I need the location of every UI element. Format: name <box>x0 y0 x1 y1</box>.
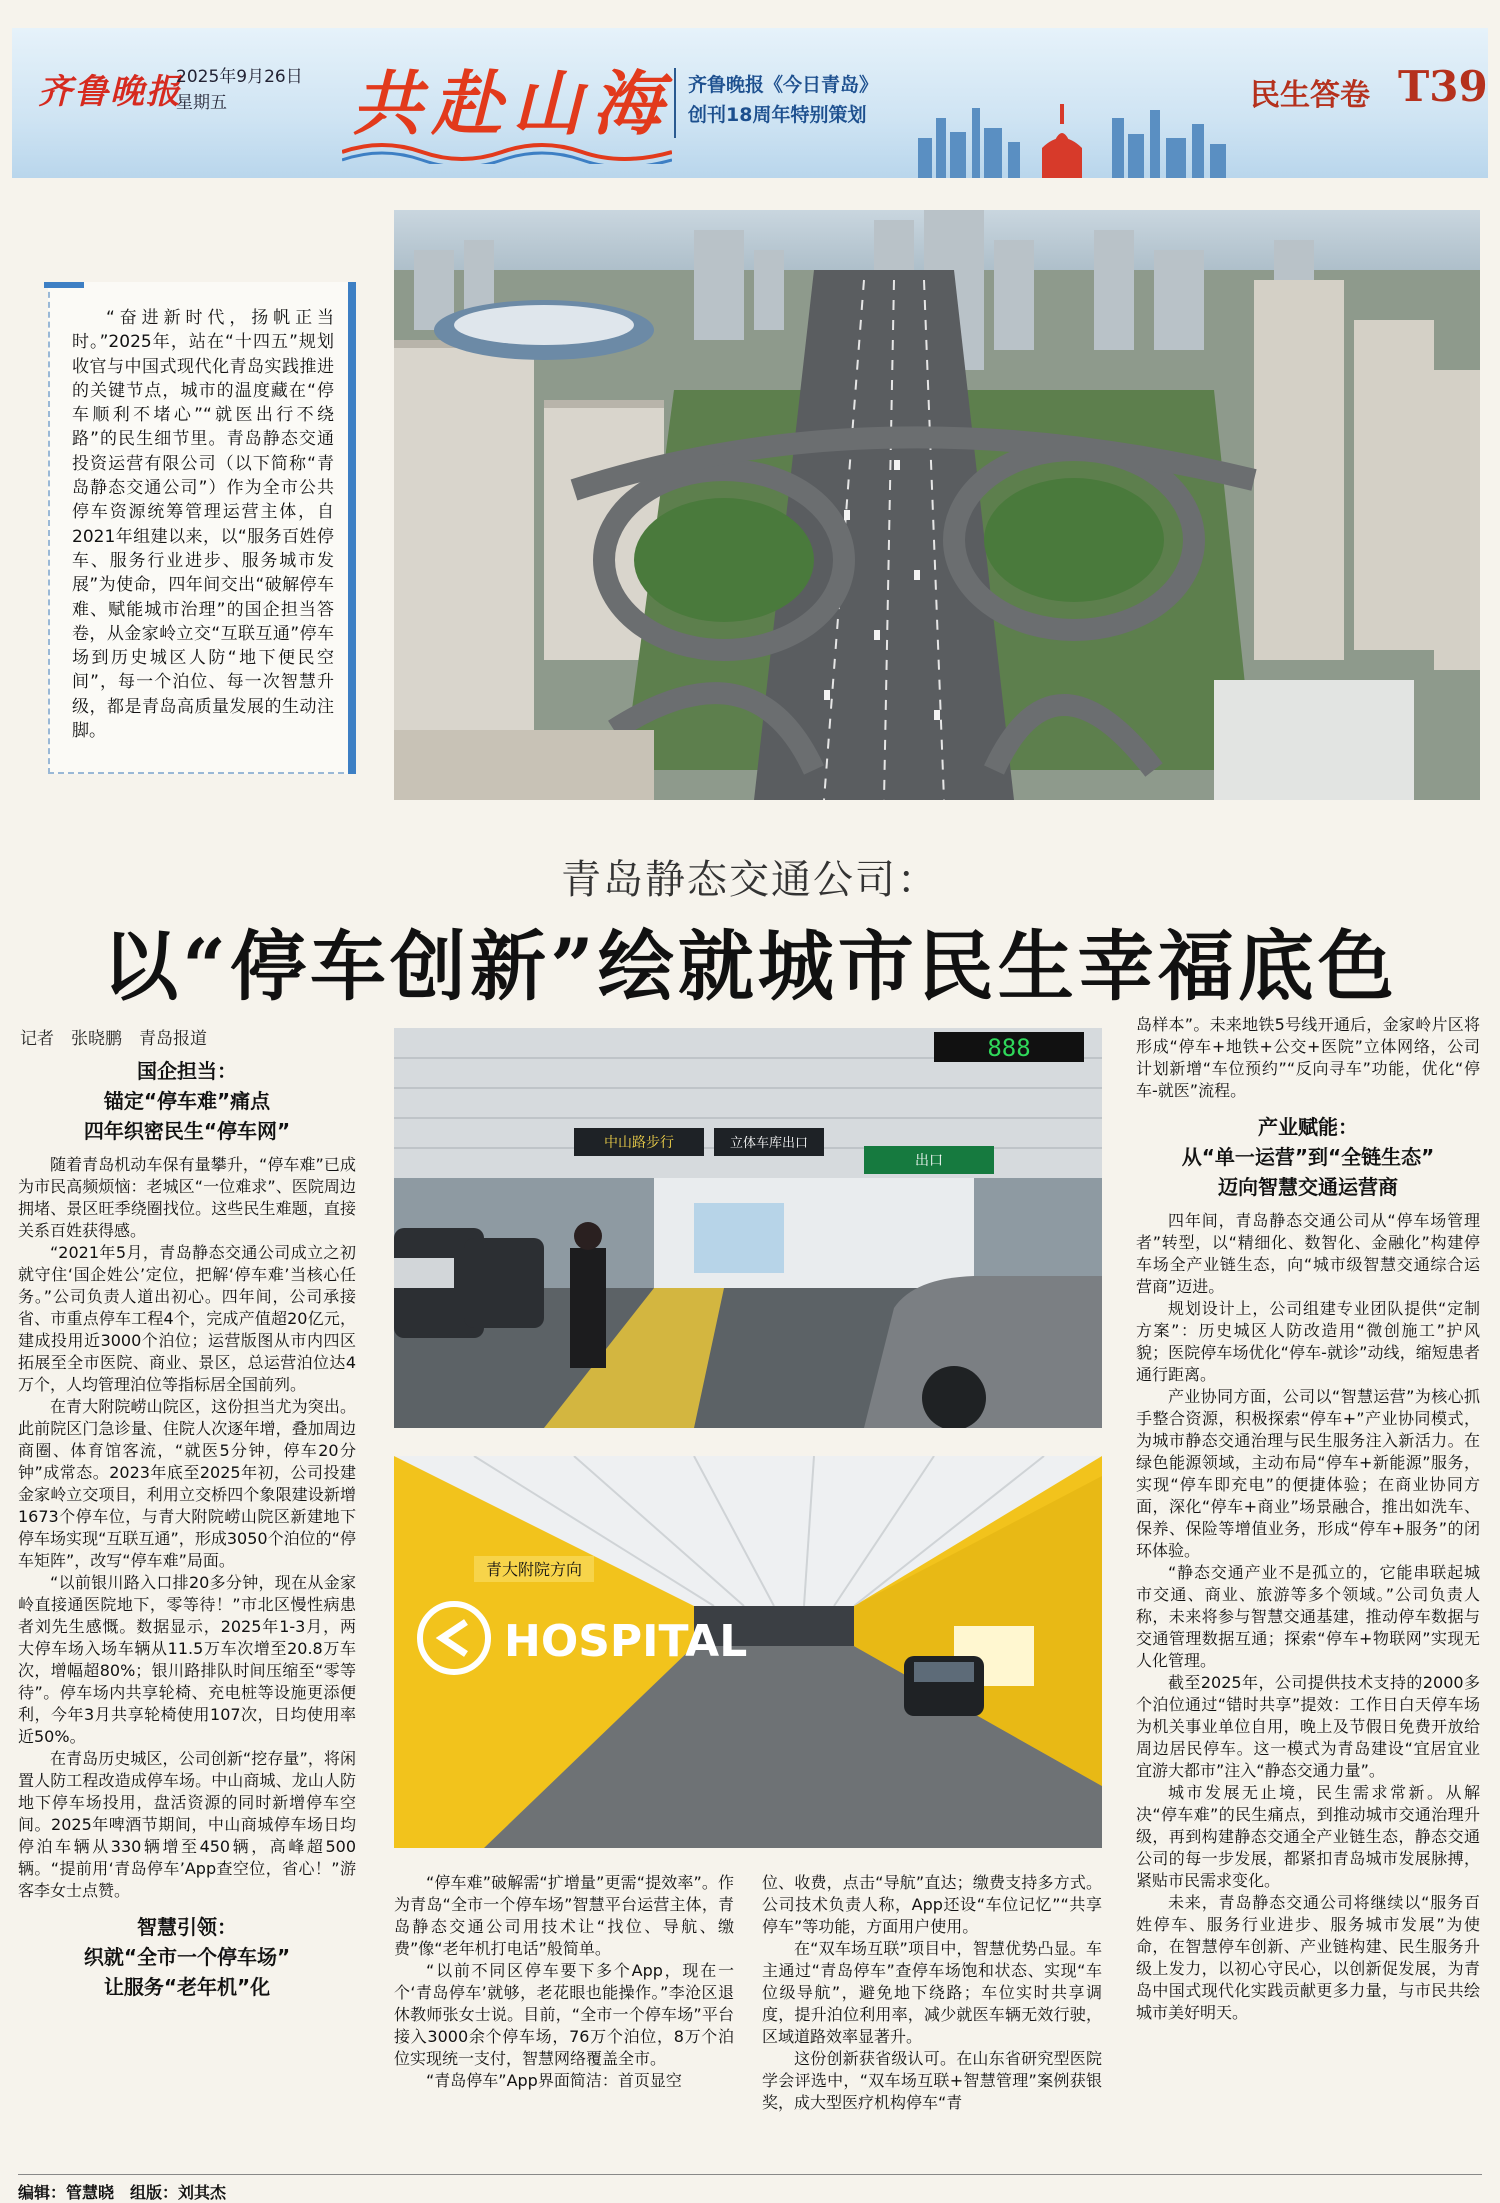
section-heading-1-line2: 锚定“停车难”痛点 <box>103 1089 271 1113</box>
garage-illustration <box>394 1028 1102 1428</box>
section-heading-2-line3: 让服务“老年机”化 <box>103 1975 271 1999</box>
intro-paragraph: “奋进新时代，扬帆正当时。”2025年，站在“十四五”规划收官与中国式现代化青岛实践推进的关键节点，城市的温度藏在“停车顺利不堵心”“就医出行不绕路”的民生细节里。青岛静态交通投资运营有限公司（以下简称“青岛静态交通公司”）作为全市公共停车资源统筹管理运营主体，自2021年组建以来，以“服务百姓停车、服务行业进步、服务城市发展”为使命，四年间交出“破解停车难、赋能城市治理”的国企担当答卷，从金家岭立交“互联互通”停车场到历史城区人防“地下便民空间”，每一个泊位、每一次智慧升级，都是青岛高质量发展的生动注脚。 <box>72 308 334 742</box>
corridor-illustration <box>394 1456 1102 1848</box>
wave-decoration-icon <box>342 138 672 164</box>
article-title: 以“停车创新”绘就城市民生幸福底色 <box>102 922 1398 1011</box>
column-4 <box>1136 1014 1480 2174</box>
paragraph: “以前银川路入口排20多分钟，现在从金家岭直接通医院地下，零等待！”市北区慢性病患者刘先生感慨。数据显示，2025年1-3月，两大停车场入场车辆从11.5万车次增至20.8万车次，增幅超80%；银川路排队时间压缩至“零等待”。停车场内共享轮椅、充电桩等设施更添便利，今年3月共享轮椅使用107次，日均使用率近50%。 <box>18 1573 356 1746</box>
section-heading-2 <box>18 1912 356 2002</box>
paragraph: 这份创新获省级认可。在山东省研究型医院学会评选中，“双车场互联+智慧管理”案例获银奖，成大型医疗机构停车“青 <box>762 2049 1102 2112</box>
byline: 记者 张晓鹏 青岛报道 <box>20 1029 207 1049</box>
hospital-sign-cn: 青大附院方向 <box>485 1560 583 1579</box>
paragraph: “以前不同区停车要下多个App，现在一个‘青岛停车’就够，老花眼也能操作。”李沧区退休教师张女士说。目前，“全市一个停车场”平台接入3000余个停车场，76万个泊位，8万个泊位实现统一支付，智慧网络覆盖全市。 <box>394 1961 734 2068</box>
masthead-divider <box>674 68 676 138</box>
sign-text-c: 出口 <box>915 1153 943 1169</box>
column-1 <box>18 1052 356 2172</box>
parking-garage-photo <box>394 1028 1102 1428</box>
section-heading-3-line1: 产业赋能： <box>1258 1115 1358 1139</box>
column-2 <box>394 1872 734 2172</box>
paragraph: 四年间，青岛静态交通公司从“停车场管理者”转型，以“精细化、数智化、金融化”构建停车场全产业链生态，向“城市级智慧交通综合运营商”迈进。 <box>1136 1211 1480 1296</box>
masthead <box>12 28 1488 178</box>
paragraph: “青岛停车”App界面简洁：首页显空 <box>426 2071 682 2090</box>
section-heading-3-line3: 迈向智慧交通运营商 <box>1218 1175 1398 1199</box>
aerial-interchange-illustration <box>394 210 1480 800</box>
city-skyline-icon <box>912 88 1252 178</box>
special-edition-brand: 共赴山海 <box>352 62 672 145</box>
edition-subtitle <box>688 70 878 130</box>
paragraph: 岛样本”。未来地铁5号线开通后，金家岭片区将形成“停车+地铁+公交+医院”立体网络，公司计划新增“车位预约”“反向寻车”功能，优化“停车-就医”流程。 <box>1136 1015 1480 1100</box>
section-heading-1-line1: 国企担当： <box>137 1059 237 1083</box>
paragraph: 随着青岛机动车保有量攀升，“停车难”已成为市民高频烦恼：老城区“一位难求”、医院周边拥堵、景区旺季绕圈找位。这些民生难题，直接关系百姓获得感。 <box>18 1155 356 1240</box>
page-number: T39 <box>1398 62 1488 111</box>
sign-text-b: 立体车库出口 <box>729 1136 809 1151</box>
paragraph: 未来，青岛静态交通公司将继续以“服务百姓停车、服务行业进步、服务城市发展”为使命，在智慧停车创新、产业链构建、民生服务升级上发力，以初心守民心，以创新促发展，为青岛中国式现代化实践贡献更多力量，与市民共绘城市美好明天。 <box>1136 1893 1480 2022</box>
paragraph: “静态交通产业不是孤立的，它能串联起城市交通、商业、旅游等多个领域。”公司负责人称，未来将参与智慧交通基建，推动停车数据与交通管理数据互通；探索“停车+物联网”实现无人化管理。 <box>1136 1563 1480 1670</box>
footer-divider <box>18 2174 1482 2175</box>
hospital-corridor-photo <box>394 1456 1102 1848</box>
newspaper-logo: 齐鲁晚报 <box>38 72 182 112</box>
paragraph: 规划设计上，公司组建专业团队提供“定制方案”：历史城区人防改造用“微创施工”护风貌；医院停车场优化“停车-就诊”动线，缩短患者通行距离。 <box>1136 1299 1480 1384</box>
intro-box-accent-right <box>348 282 356 774</box>
paragraph: 截至2025年，公司提供技术支持的2000多个泊位通过“错时共享”提效：工作日白天停车场为机关事业单位自用，晚上及节假日免费开放给周边居民停车。这一模式为青岛建设“宜居宜业宜游大都市”注入“静态交通力量”。 <box>1136 1673 1480 1780</box>
paragraph: 城市发展无止境，民生需求常新。从解决“停车难”的民生痛点，到推动城市交通治理升级，再到构建静态交通全产业链生态，静态交通公司的每一步发展，都紧扣青岛城市发展脉搏，紧贴市民需求变化。 <box>1136 1783 1480 1890</box>
hero-aerial-photo <box>394 210 1480 800</box>
paragraph: 在青大附院崂山院区，这份担当尤为突出。此前院区门急诊量、住院人次逐年增，叠加周边商圈、体育馆客流，“就医5分钟，停车20分钟”成常态。2023年底至2025年初，公司投建金家岭立交项目，利用立交桥四个象限建设新增1673个停车位，与青大附院崂山院区新建地下停车场实现“互联互通”，形成3050个泊位的“停车矩阵”，改写“停车难”局面。 <box>18 1397 356 1570</box>
sign-text-a: 中山路步行 <box>604 1135 674 1151</box>
article-subtitle: 青岛静态交通公司： <box>561 857 939 903</box>
edition-subtitle-line1: 齐鲁晚报《今日青岛》 <box>688 74 879 96</box>
section-heading-1 <box>18 1056 356 1146</box>
paragraph: “停车难”破解需“扩增量”更需“提效率”。作为青岛“全市一个停车场”智慧平台运营主体，青岛静态交通公司用技术让“找位、导航、缴费”像“老年机打电话”般简单。 <box>394 1873 734 1958</box>
column-3 <box>762 1872 1102 2172</box>
paragraph: 在“双车场互联”项目中，智慧优势凸显。车主通过“青岛停车”查停车场饱和状态、实现“车位级导航”，避免地下绕路；车位实时共享调度，提升泊位利用率，减少就医车辆无效行驶，区域道路效率显著升。 <box>762 1939 1102 2046</box>
paragraph: “2021年5月，青岛静态交通公司成立之初就守住‘国企姓公’定位，把解‘停车难’当核心任务。”公司负责人道出初心。四年间，公司承接省、市重点停车工程4个，完成产值超20亿元，建成投用近3000个泊位；运营版图从市内四区拓展至全市医院、商业、景区，总运营泊位达4万个，人均管理泊位等指标居全国前列。 <box>18 1243 356 1394</box>
section-name: 民生答卷 <box>1250 78 1370 113</box>
section-heading-3-line2: 从“单一运营”到“全链生态” <box>1181 1145 1435 1169</box>
paragraph: 产业协同方面，公司以“智慧运营”为核心抓手整合资源，积极探索“停车+”产业协同模式，为城市静态交通治理与民生服务注入新活力。在绿色能源领域，主动布局“停车+新能源”服务，实现“停车即充电”的便捷体验；在商业协同方面，深化“停车+商业”场景融合，推出如洗车、保养、保险等增值业务，形成“停车+服务”的闭环体验。 <box>1136 1387 1480 1560</box>
date-text: 2025年9月26日 <box>176 67 303 87</box>
edition-subtitle-line2: 创刊18周年特别策划 <box>688 104 867 126</box>
weekday-text: 星期五 <box>176 93 227 113</box>
section-heading-2-line1: 智慧引领： <box>137 1915 237 1939</box>
section-heading-2-line2: 织就“全市一个停车场” <box>83 1945 291 1969</box>
space-counter: 888 <box>987 1034 1031 1062</box>
issue-date <box>176 64 303 116</box>
section-heading-1-line3: 四年织密民生“停车网” <box>83 1119 291 1143</box>
intro-box-accent-top <box>44 282 84 288</box>
footer-credits: 编辑：管慧晓 组版：刘其杰 <box>18 2183 227 2202</box>
section-heading-3 <box>1136 1112 1480 1202</box>
hospital-sign-en: HOSPITAL <box>504 1616 748 1667</box>
paragraph: 位、收费，点击“导航”直达；缴费支持多方式。公司技术负责人称，App还设“车位记忆”“共享停车”等功能，方面用户使用。 <box>762 1873 1102 1936</box>
paragraph: 在青岛历史城区，公司创新“挖存量”，将闲置人防工程改造成停车场。中山商城、龙山人防地下停车场投用，盘活资源的同时新增停车空间。2025年啤酒节期间，中山商城停车场日均停泊车辆从330辆增至450辆，高峰超500辆。“提前用‘青岛停车’App查空位，省心！”游客李女士点赞。 <box>18 1749 356 1900</box>
